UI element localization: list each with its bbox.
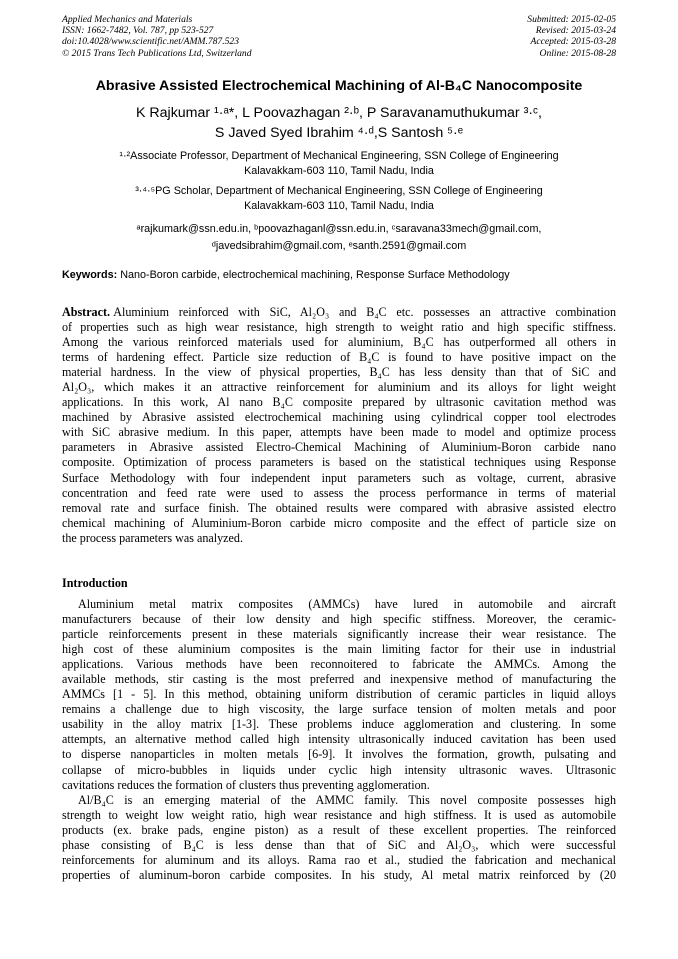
submission-dates [527, 14, 616, 59]
journal-info [62, 14, 252, 59]
intro-line-text: manufacturers because of their low density and high specific stiffness. Moreover, the ceramic- [62, 612, 616, 627]
intro-line [62, 717, 616, 732]
intro-line [62, 838, 616, 853]
abstract-line [62, 350, 616, 365]
intro-line [62, 732, 616, 747]
intro-line-text: Aluminium metal matrix composites (AMMCs) have lured in automobile and aircraft [78, 597, 616, 611]
author-line-2: S Javed Syed Ibrahim ⁴·ᵈ,S Santosh ⁵·ᵉ [214, 125, 464, 141]
abstract-line [62, 471, 616, 486]
intro-line-text: strength to weight low weight ratio, high wear resistance and high stiffness. It is used as automobile [62, 807, 616, 822]
intro-line [62, 642, 616, 657]
affiliation-1-line-2: Kalavakkam-603 110, Tamil Nadu, India [244, 164, 434, 177]
abstract-line-text: Al₂O₃, which makes it an attractive reinforcement for aluminium and its alloys for light weight [62, 380, 616, 395]
intro-line [62, 778, 616, 793]
affiliation-2-line-2: Kalavakkam-603 110, Tamil Nadu, India [244, 199, 434, 212]
abstract-line [62, 455, 616, 470]
date-revised: Revised: 2015-03-24 [535, 25, 616, 37]
intro-line [62, 747, 616, 762]
email-list [0, 221, 678, 255]
abstract-line [62, 486, 616, 501]
abstract-line [62, 365, 616, 380]
affiliation-2 [0, 184, 678, 213]
intro-line [62, 687, 616, 702]
affiliation-1 [0, 149, 678, 178]
abstract-line [62, 335, 616, 350]
intro-line-text: reinforcements for aluminum and its alloys. Rama rao et al., studied the fabrication and mechanical [62, 852, 616, 867]
intro-line-text: cavitations reduces the formation of clusters thus preventing agglomeration. [62, 777, 430, 792]
affiliation-1-line-1: ¹·²Associate Professor, Department of Mechanical Engineering, SSN College of Engineering [119, 150, 559, 162]
date-submitted: Submitted: 2015-02-05 [527, 14, 616, 25]
intro-line [62, 868, 616, 883]
author-list [0, 103, 678, 143]
intro-line [62, 672, 616, 687]
abstract-line-text: applications. In this work, Al nano B₄C composite prepared by ultrasonic cavitation method was [62, 395, 616, 410]
keywords [62, 269, 510, 281]
intro-line-text: products (ex. brake pads, engine piston) as a result of these excellent properties. The reinforced [62, 822, 616, 837]
intro-line-text: properties of aluminum-boron carbide composites. In his study, Al metal matrix reinforced by (20 [62, 867, 616, 882]
intro-line-text: collapse of micro-bubbles in liquids under cyclic high intensity ultrasonic waves. Ultrasonic [62, 762, 616, 777]
intro-line-text: Al/B₄C is an emerging material of the AMMC family. This novel composite possesses high [78, 792, 616, 807]
abstract-line-text: removal rate and surface finish. The obtained results were compared with abrasive assisted electro [62, 500, 616, 515]
paper-title: Abrasive Assisted Electrochemical Machining of Al-B₄C Nanocomposite [95, 78, 583, 94]
intro-line [62, 627, 616, 642]
journal-copyright: © 2015 Trans Tech Publications Ltd, Switzerland [62, 47, 252, 59]
introduction-body [62, 597, 616, 883]
intro-line [62, 657, 616, 672]
intro-line [62, 612, 616, 627]
intro-line-text: available methods, stir casting is the most preferred and inexpensive method of manufacturing the [62, 672, 616, 687]
abstract-line [62, 380, 616, 395]
date-accepted: Accepted: 2015-03-28 [530, 36, 616, 48]
intro-line [62, 763, 616, 778]
abstract-line [62, 425, 616, 440]
affiliation-2-line-1: ³·⁴·⁵PG Scholar, Department of Mechanical Engineering, SSN College of Engineering [135, 185, 543, 197]
abstract-line-text: machined by Abrasive assisted electrochemical machining using cylindrical copper tool electrodes [62, 410, 616, 425]
intro-line-text: phase consisting of B₄C is less dense than that of SiC and Al₂O₃, which were successful [62, 837, 616, 852]
abstract-line [62, 320, 616, 335]
abstract-line-text: Among the various reinforced materials used for aluminium, B₄C has outperformed all others in [62, 335, 616, 350]
abstract-line-text: terms of hardening effect. Particle size reduction of B₄C is found to have positive impact on the [62, 350, 616, 365]
abstract-line [62, 516, 616, 531]
intro-line-text: attempts, an alternative method called high intensity ultrasonically induced cavitation has been used [62, 732, 616, 747]
intro-line-text: usability in the alloy matrix [1-3]. These problems induce agglomeration and clustering. In some [62, 717, 616, 732]
intro-line [62, 808, 616, 823]
intro-line [62, 853, 616, 868]
abstract-line-text: Aluminium reinforced with SiC, Al₂O₃ and B₄C etc. possesses an attractive combination [113, 305, 616, 319]
journal-name: Applied Mechanics and Materials [62, 14, 193, 25]
intro-line-text: to disperse nanoparticles in molten metals [6-9]. It involves the formation, growth, pulsating and [62, 747, 616, 762]
abstract-line-text: with SiC abrasive medium. In this paper, attempts have been made to model and optimize process [62, 425, 616, 440]
intro-line [62, 702, 616, 717]
intro-line-text: AMMCs [1 - 5]. In this method, obtaining uniform distribution of ceramic particles in liquid alloys [62, 687, 616, 702]
author-line-1: K Rajkumar ¹·ᵃ*, L Poovazhagan ²·ᵇ, P Saravanamuthukumar ³·ᶜ, [136, 105, 542, 121]
abstract-line [62, 395, 616, 410]
abstract-line-text: parameters in Abrasive assisted Electro-Chemical Machining of Aluminium-Boron carbide nano [62, 440, 616, 455]
intro-line-text: applications. Various methods have been reconnoitered to fabricate the AMMCs. Among the [62, 657, 616, 672]
abstract-label: Abstract. [62, 305, 111, 319]
keywords-label: Keywords: [62, 269, 118, 281]
abstract-line-text: of properties such as high wear resistance, high strength to weight ratio and high specific stiffness. [62, 320, 616, 335]
intro-line-text: particle reinforcements present in these materials significantly increase their wear resistance. The [62, 627, 616, 642]
abstract-line [62, 305, 616, 320]
intro-line [62, 793, 616, 808]
journal-issn: ISSN: 1662-7482, Vol. 787, pp 523-527 [62, 25, 214, 37]
abstract-line-text: the process parameters was analyzed. [62, 530, 243, 545]
email-line-2: ᵈjavedsibrahim@gmail.com, ᵉsanth.2591@gmail.com [211, 240, 467, 252]
abstract-line [62, 531, 616, 546]
abstract-line-text: concentration and feed rate were used to assess the process performance in terms of material [62, 485, 616, 500]
abstract-line [62, 501, 616, 516]
date-online: Online: 2015-08-28 [539, 47, 616, 59]
abstract-line-text: composite. Optimization of process parameters is based on the statistical techniques using Response [62, 455, 616, 470]
intro-line-text: high cost of these aluminium composites is the main limiting factor for their use in industrial [62, 642, 616, 657]
intro-line [62, 823, 616, 838]
email-line-1: ᵃrajkumark@ssn.edu.in, ᵇpoovazhaganl@ssn.edu.in, ᶜsaravana33mech@gmail.com, [136, 223, 542, 235]
keywords-text: Nano-Boron carbide, electrochemical machining, Response Surface Methodology [120, 269, 510, 281]
abstract-line-text: chemical machining of Aluminium-Boron carbide micro composite and the effect of particle size on [62, 515, 616, 530]
intro-line-text: remains a challenge due to high viscosity, the large surface tension of molten metals and poor [62, 702, 616, 717]
journal-doi: doi:10.4028/www.scientific.net/AMM.787.523 [62, 36, 240, 48]
abstract-line-text: material hardness. In the view of physical properties, B₄C has less density than that of SiC and [62, 365, 616, 380]
abstract-line [62, 440, 616, 455]
section-heading-introduction: Introduction [62, 576, 128, 590]
abstract-line-text: Surface Methodology with four independent input parameters such as voltage, current, abrasive [62, 470, 616, 485]
abstract [62, 305, 616, 546]
intro-line [62, 597, 616, 612]
abstract-line [62, 410, 616, 425]
